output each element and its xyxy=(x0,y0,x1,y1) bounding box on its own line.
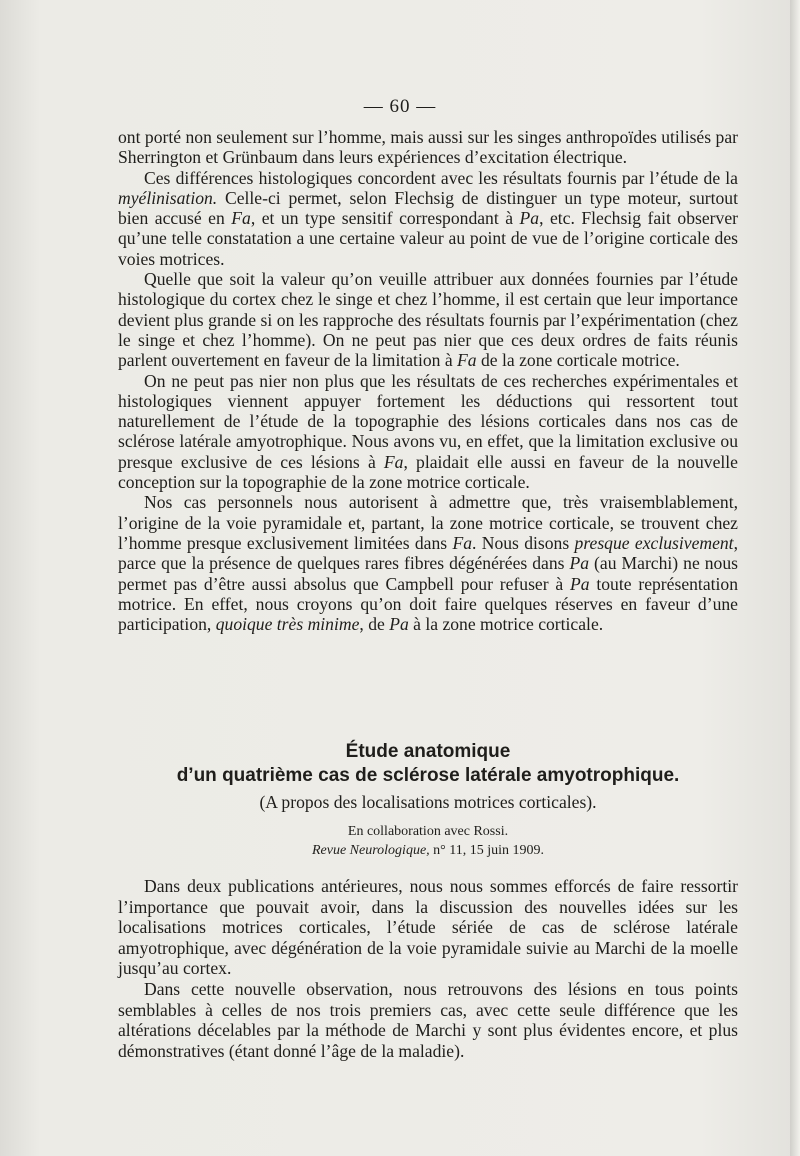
italic-run: Fa xyxy=(452,532,473,553)
journal-issue-date: n° 11, 15 juin 1909. xyxy=(429,843,545,858)
journal-name: Revue Neurologique, xyxy=(311,843,430,858)
text-run: , parce que la présence de quelques rares fibres dégénérées dans xyxy=(118,532,738,574)
collaboration-note: En collaboration avec Rossi. xyxy=(347,824,509,839)
paragraph-4 xyxy=(118,371,738,493)
text-run: Celle-ci permet, selon Flechsig de distinguer un type moteur, surtout bien accusé en xyxy=(118,187,738,229)
paragraph-2 xyxy=(118,168,738,269)
section-title-line-2: d’un quatrième cas de sclérose latérale amyotrophique. xyxy=(176,765,680,786)
page-number: — 60 — xyxy=(363,96,437,117)
text-run: , plaidait elle aussi en faveur de la nouvelle conception sur la topographie de la zone motrice corticale. xyxy=(118,451,738,493)
italic-run: quoique très minime xyxy=(215,614,360,635)
text-run: (au Marchi) ne nous permet pas d’être aussi absolus que Campbell pour refuser à xyxy=(118,553,738,594)
italic-run: Fa xyxy=(383,451,404,472)
text-run: , de xyxy=(359,614,390,635)
section-subtitle: (A propos des localisations motrices corticales). xyxy=(259,792,597,812)
italic-run: Fa xyxy=(231,208,251,229)
italic-run: Fa xyxy=(457,350,477,371)
italic-run: presque exclusivement xyxy=(574,532,734,553)
text-run: toute représentation motrice. En effet, nous croyons qu’on doit faire quelques réserves en faveur d’une participation, xyxy=(118,573,738,635)
paragraph-1 xyxy=(118,127,738,168)
text-run: de la zone corticale motrice. xyxy=(476,350,680,371)
text-run: Ces différences histologiques concordent avec les résultats fournis par l’étude de la xyxy=(144,167,738,188)
paragraph-3 xyxy=(118,269,738,370)
section-title-line-1: Étude anatomique xyxy=(345,741,511,762)
page-gutter-shadow xyxy=(790,0,800,1156)
text-run: . Nous disons xyxy=(472,532,575,553)
text-run: , etc. Flechsig fait observer qu’une telle constatation a une certaine valeur au point de vue de l’origine corticale des voies motrices. xyxy=(118,208,738,269)
italic-run: Pa xyxy=(570,573,590,594)
text-run: Quelle que soit la valeur qu’on veuille attribuer aux données fournies par l’étude histologique du cortex chez le singe et chez l’homme, il est certain que leur importance devient plus grande si on les rapproche des résultats fournis par l’expérimentation (chez le singe et chez l’homme). On ne peut pas nier que ces deux ordres de faits réunis parlent ouvertement en faveur de la limitation à xyxy=(118,269,738,371)
text-run: Dans deux publications antérieures, nous nous sommes efforcés de faire ressortir l’importance que pouvait avoir, dans la discussion des nouvelles idées sur les localisations motrices corticales, l’étude sériée de cas de sclérose latérale amyotrophique, avec dégénération de la voie pyramidale suivie au Marchi de la moelle jusqu’au cortex. xyxy=(118,876,738,979)
text-run: ont porté non seulement sur l’homme, mais aussi sur les singes anthropoïdes utilisés par Sherrington et Grünbaum dans leurs expériences d’excitation électrique. xyxy=(118,127,738,168)
text-run: à la zone motrice corticale. xyxy=(408,614,604,635)
paragraph-6 xyxy=(118,876,738,979)
body-text-bottom xyxy=(118,876,738,1061)
journal-citation xyxy=(118,841,738,860)
paragraph-7 xyxy=(118,979,738,1061)
text-run: On ne peut pas nier non plus que les résultats de ces recherches expérimentales et histologiques viennent appuyer fortement les déductions qui ressortent tout naturellement de l’étude de la topographie des lésions corticales dans nos cas de sclérose latérale amyotrophique. Nous avons vu, en effet, que la limitation exclusive ou presque exclusive de ces lésions à xyxy=(118,370,738,472)
italic-run: Pa xyxy=(569,553,590,574)
text-run: , et un type sensitif correspondant à xyxy=(250,208,520,229)
text-run: Dans cette nouvelle observation, nous retrouvons des lésions en tous points semblables à celles de nos trois premiers cas, avec cette seule différence que les altérations décelables par la méthode de Marchi y sont plus évidentes encore, et plus démonstratives (étant donné l’âge de la maladie). xyxy=(118,978,738,1061)
italic-run: myélinisation. xyxy=(118,187,218,208)
italic-run: Pa xyxy=(519,208,540,229)
paragraph-5 xyxy=(118,492,738,634)
italic-run: Pa xyxy=(389,614,409,635)
body-text-top xyxy=(118,127,738,634)
text-run: Nos cas personnels nous autorisent à admettre que, très vraisemblablement, l’origine de la voie pyramidale et, partant, la zone motrice corticale, se trouvent chez l’homme presque exclusivement limitées dans xyxy=(118,492,738,553)
